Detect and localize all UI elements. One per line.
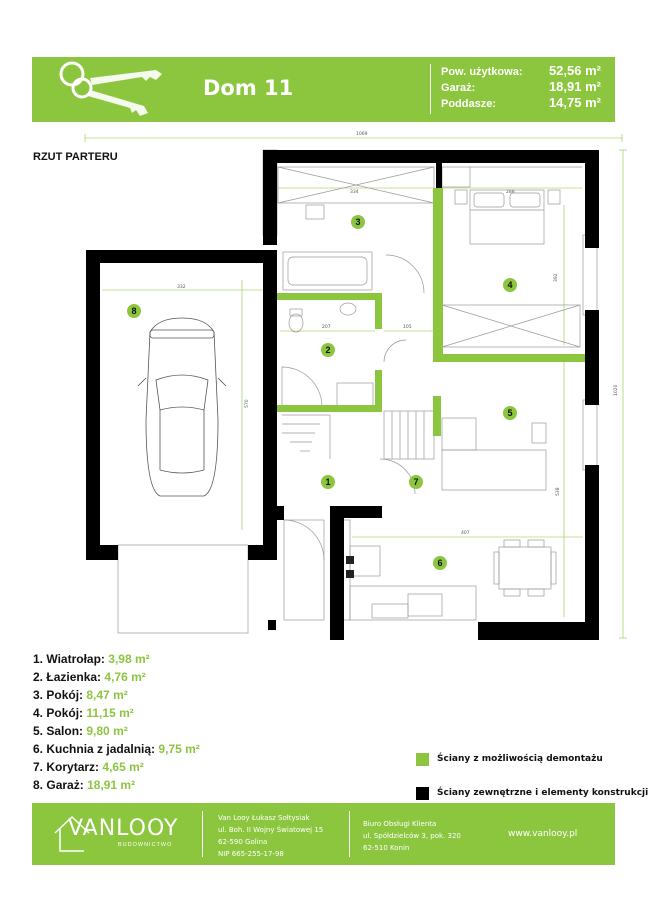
footer bbox=[32, 803, 615, 865]
dim-salon-depth: 538 bbox=[556, 487, 561, 496]
room-marker bbox=[127, 304, 141, 318]
website-link[interactable]: www.vanlooy.pl bbox=[508, 829, 578, 839]
dim-room4: 288 bbox=[506, 190, 515, 195]
svg-text:4: 4 bbox=[507, 280, 513, 290]
footer-divider bbox=[349, 811, 350, 857]
area-row: Poddasze: 14,75 m² bbox=[441, 95, 601, 110]
car-icon bbox=[138, 318, 226, 496]
dim-room4-depth: 392 bbox=[554, 273, 559, 282]
company-info: Van Looy Łukasz Sołtysiak ul. Boh. II Wojny Światowej 15 62-590 Golina NIP 665-255-17-98 bbox=[218, 814, 324, 858]
svg-text:2: 2 bbox=[325, 345, 331, 355]
legend-item-structural: Ściany zewnętrzne i elementy konstrukcji bbox=[416, 776, 648, 810]
legend-item-removable: Ściany z możliwością demontażu bbox=[416, 742, 648, 776]
section-title: RZUT PARTERU bbox=[33, 151, 118, 163]
list-item: 8. Garaż: 18,91 m² bbox=[33, 778, 136, 792]
dim-garage: 332 bbox=[177, 285, 186, 290]
room-marker bbox=[409, 475, 423, 489]
svg-text:7: 7 bbox=[413, 477, 419, 487]
svg-text:3: 3 bbox=[355, 217, 361, 227]
legend bbox=[416, 742, 648, 810]
list-item: 2. Łazienka: 4,76 m² bbox=[33, 670, 146, 684]
office-info: Biuro Obsługi Klienta ul. Spółdzielców 3, pok. 320 62-510 Konin bbox=[363, 820, 461, 852]
dim-garage-depth: 570 bbox=[245, 399, 250, 408]
room-marker bbox=[433, 556, 447, 570]
area-row: Pow. użytkowa: 52,56 m² bbox=[441, 63, 601, 78]
svg-text:1: 1 bbox=[325, 477, 331, 487]
legend-swatch-green bbox=[416, 753, 429, 766]
room-marker bbox=[503, 406, 517, 420]
brand-name: VANLOOY bbox=[68, 816, 179, 841]
list-item: 4. Pokój: 11,15 m² bbox=[33, 706, 134, 720]
room-marker bbox=[321, 475, 335, 489]
dim-kitchen: 407 bbox=[461, 531, 470, 536]
list-item: 5. Salon: 9,80 m² bbox=[33, 724, 128, 738]
svg-text:6: 6 bbox=[437, 558, 443, 568]
room-marker bbox=[503, 278, 517, 292]
dim-room3: 334 bbox=[350, 190, 359, 195]
svg-text:5: 5 bbox=[507, 408, 513, 418]
room-marker bbox=[321, 343, 335, 357]
dim-overall-depth: 1020 bbox=[614, 384, 619, 396]
footer-divider bbox=[202, 811, 203, 857]
list-item: 1. Wiatrołap: 3,98 m² bbox=[33, 652, 150, 666]
legend-swatch-black bbox=[416, 787, 429, 800]
room-list bbox=[33, 650, 200, 794]
brand-subtitle: BUDOWNICTWO bbox=[118, 842, 173, 848]
list-item: 6. Kuchnia z jadalnią: 9,75 m² bbox=[33, 742, 200, 756]
svg-text:8: 8 bbox=[131, 306, 137, 316]
list-item: 7. Korytarz: 4,65 m² bbox=[33, 760, 144, 774]
area-row: Garaż: 18,91 m² bbox=[441, 79, 601, 94]
room-marker bbox=[351, 215, 365, 229]
dim-bath: 207 bbox=[322, 325, 331, 330]
dim-corr: 105 bbox=[403, 325, 412, 330]
page-title: Dom 11 bbox=[203, 76, 294, 100]
list-item: 3. Pokój: 8,47 m² bbox=[33, 688, 128, 702]
dim-overall-width: 1069 bbox=[356, 132, 368, 137]
